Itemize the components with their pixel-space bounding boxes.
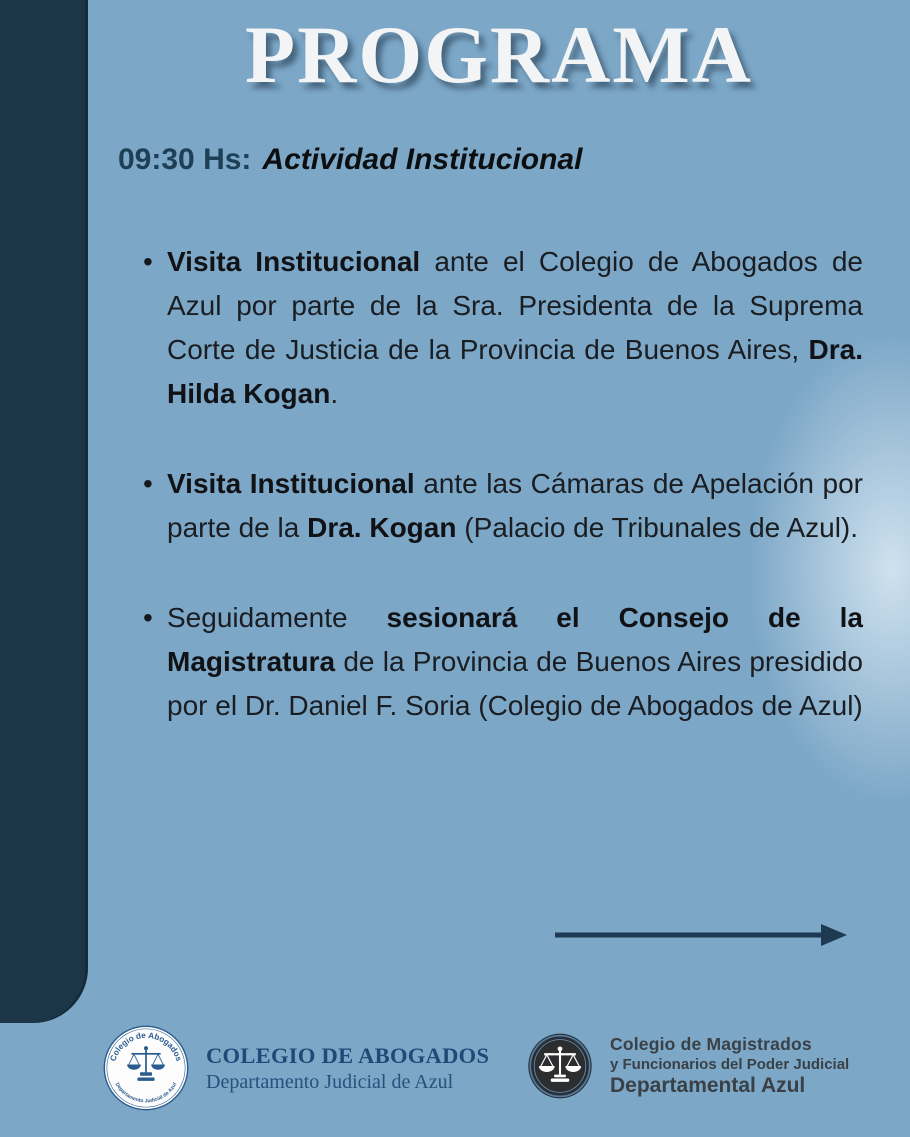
scales-of-justice-seal-icon (103, 1025, 189, 1111)
left-accent-bar (0, 0, 88, 1023)
footer-right-org (527, 1031, 849, 1101)
list-item: • Visita Institucional ante las Cámaras de Apelación por parte de la Dra. Kogan (Palacio de Tribunales de Azul). (143, 462, 863, 550)
seal-top-text: Colegio de Abogados (108, 1030, 184, 1063)
scales-of-justice-badge-icon (527, 1031, 593, 1101)
schedule-time: 09:30 Hs: (118, 143, 252, 176)
right-arrow-icon (553, 922, 851, 948)
seal-bottom-text: Departamento Judicial de Azul (113, 1081, 179, 1105)
footer-right-text (610, 1034, 849, 1098)
footer-left-org (103, 1025, 489, 1111)
list-item: • Seguidamente sesionará el Consejo de la Magistratura de la Provincia de Buenos Aires presidido por el Dr. Daniel F. Soria (Colegio de Abogados de Azul) (143, 596, 863, 728)
list-item: • Visita Institucional ante el Colegio de Abogados de Azul por parte de la Sra. Presidenta de la Suprema Corte de Justicia de la Provincia de Buenos Aires, Dra. Hilda Kogan. (143, 240, 863, 416)
org-name: COLEGIO DE ABOGADOS (206, 1042, 490, 1068)
schedule-line (118, 143, 582, 177)
magistrados-line3: Departamental Azul (610, 1074, 806, 1097)
page-title: PROGRAMA (245, 9, 753, 100)
magistrados-line2: y Funcionarios del Poder Judicial (610, 1056, 850, 1073)
footer-left-text (206, 1043, 489, 1094)
schedule-activity: Actividad Institucional (262, 143, 583, 176)
org-subtitle: Departamento Judicial de Azul (206, 1070, 454, 1093)
program-list (143, 240, 863, 774)
magistrados-line1: Colegio de Magistrados (610, 1034, 812, 1054)
